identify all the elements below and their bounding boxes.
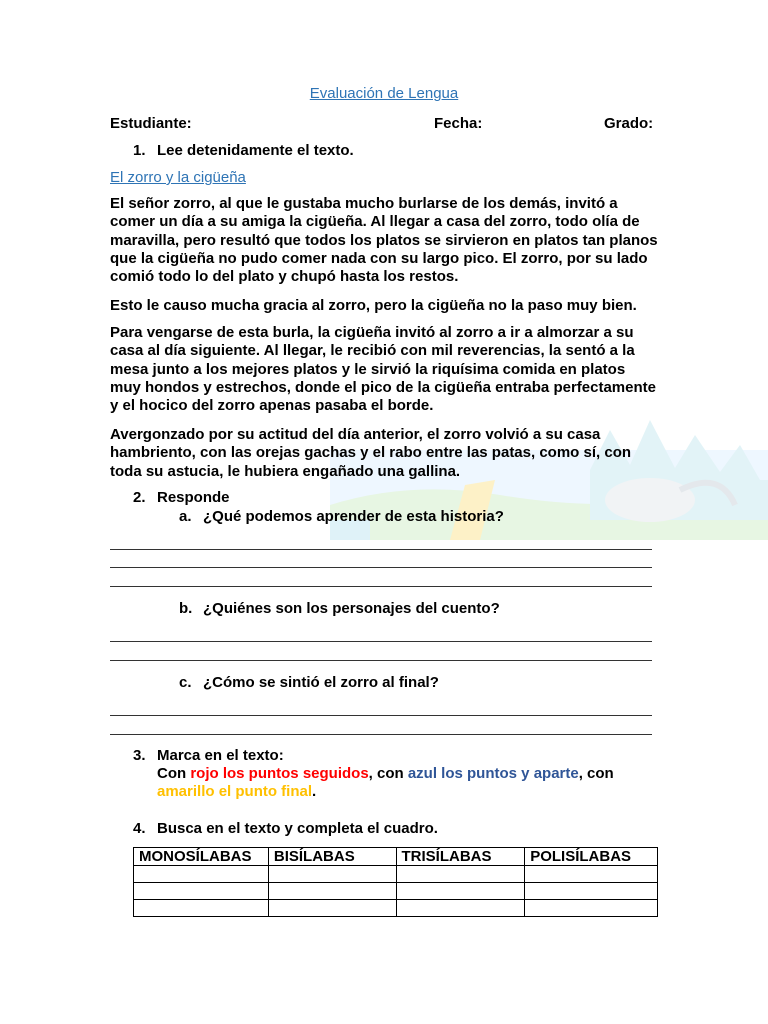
- question-2b: [179, 600, 500, 617]
- question-1-text: Lee detenidamente el texto.: [157, 142, 354, 159]
- table-cell[interactable]: [396, 900, 525, 917]
- story-paragraph-1: El señor zorro, al que le gustaba mucho burlarse de los demás, invitó a comer un día a su amiga la cigüeña. Al llegar a casa del zorro, todo olía de maravilla, pero resultó que todos los platos se sirvieron en platos tan planos que la cigüeña no pudo comer nada con su largo pico. El zorro, por su lado comió todo lo del plato y chupó hasta los restos.: [110, 195, 658, 286]
- table-row: [134, 900, 658, 917]
- table-header-row: [134, 848, 658, 866]
- table-cell[interactable]: [396, 866, 525, 883]
- question-2b-letter: b.: [179, 600, 193, 617]
- story-paragraph-2: Esto le causo mucha gracia al zorro, pero la cigüeña no la paso muy bien.: [110, 297, 637, 314]
- student-label: Estudiante:: [110, 115, 192, 132]
- header-monosilabas: MONOSÍLABAS: [134, 848, 269, 866]
- question-3: [133, 747, 637, 801]
- answer-line[interactable]: [110, 715, 652, 716]
- question-1: [133, 142, 354, 160]
- table-cell[interactable]: [268, 866, 396, 883]
- answer-line[interactable]: [110, 549, 652, 550]
- answer-line[interactable]: [110, 586, 652, 587]
- question-2-number: 2.: [133, 489, 146, 506]
- question-1-number: 1.: [133, 142, 146, 159]
- question-4-number: 4.: [133, 820, 146, 837]
- question-2: [133, 489, 230, 507]
- blue-instruction: azul los puntos y aparte: [407, 765, 579, 782]
- story-title: El zorro y la cigüeña: [110, 169, 246, 186]
- story-paragraph-3: Para vengarse de esta burla, la cigüeña invitó al zorro a ir a almorzar a su casa al día siguiente. Al llegar, le recibió con mil reverencias, la sentó a la mesa junto a los mejores platos y le sirvió la riquísima comida en platos muy hondos y estrechos, donde el pico de la cigüeña entraba perfectamente y el hocico del zorro apenas pasaba el borde.: [110, 324, 656, 415]
- table-row: [134, 866, 658, 883]
- question-2b-text: ¿Quiénes son los personajes del cuento?: [203, 600, 500, 617]
- instruction-con: Con: [157, 765, 191, 782]
- question-2c-text: ¿Cómo se sintió el zorro al final?: [203, 674, 439, 691]
- question-4-text: Busca en el texto y completa el cuadro.: [157, 820, 438, 837]
- header-trisilabas: TRISÍLABAS: [396, 848, 525, 866]
- table-cell[interactable]: [525, 900, 658, 917]
- instruction-separator: , con: [368, 765, 408, 782]
- table-cell[interactable]: [134, 883, 269, 900]
- question-2a-letter: a.: [179, 508, 192, 525]
- table-cell[interactable]: [396, 883, 525, 900]
- page-title: Evaluación de Lengua: [309, 85, 459, 102]
- table-cell[interactable]: [525, 883, 658, 900]
- yellow-instruction: amarillo el punto final: [157, 783, 313, 800]
- answer-line[interactable]: [110, 567, 652, 568]
- answer-line[interactable]: [110, 641, 652, 642]
- table-cell[interactable]: [268, 883, 396, 900]
- table-row: [134, 883, 658, 900]
- header-bisilabas: BISÍLABAS: [268, 848, 396, 866]
- question-2a-text: ¿Qué podemos aprender de esta historia?: [203, 508, 504, 525]
- question-3-number: 3.: [133, 747, 146, 764]
- red-instruction: rojo los puntos seguidos: [190, 765, 369, 782]
- instruction-end: .: [312, 783, 317, 800]
- student-info-row: [110, 115, 655, 135]
- table-cell[interactable]: [268, 900, 396, 917]
- date-label: Fecha:: [434, 115, 483, 132]
- story-paragraph-4: Avergonzado por su actitud del día anterior, el zorro volvió a su casa hambriento, con las orejas gachas y el rabo entre las patas, como sí, con toda su astucia, le hubiera engañado una gallina.: [110, 426, 632, 480]
- question-2a: [179, 508, 504, 525]
- question-2c: [179, 674, 439, 691]
- header-polisilabas: POLISÍLABAS: [525, 848, 658, 866]
- question-2c-letter: c.: [179, 674, 192, 691]
- answer-line[interactable]: [110, 660, 652, 661]
- question-3-text: Marca en el texto:: [157, 747, 284, 764]
- grade-label: Grado:: [604, 115, 654, 132]
- table-cell[interactable]: [525, 866, 658, 883]
- question-2-text: Responde: [157, 489, 230, 506]
- question-3-instructions: [157, 765, 637, 801]
- question-4: [133, 820, 438, 838]
- table-cell[interactable]: [134, 900, 269, 917]
- table-cell[interactable]: [134, 866, 269, 883]
- answer-line[interactable]: [110, 734, 652, 735]
- syllable-table: [133, 847, 658, 917]
- instruction-separator: , con: [578, 765, 614, 782]
